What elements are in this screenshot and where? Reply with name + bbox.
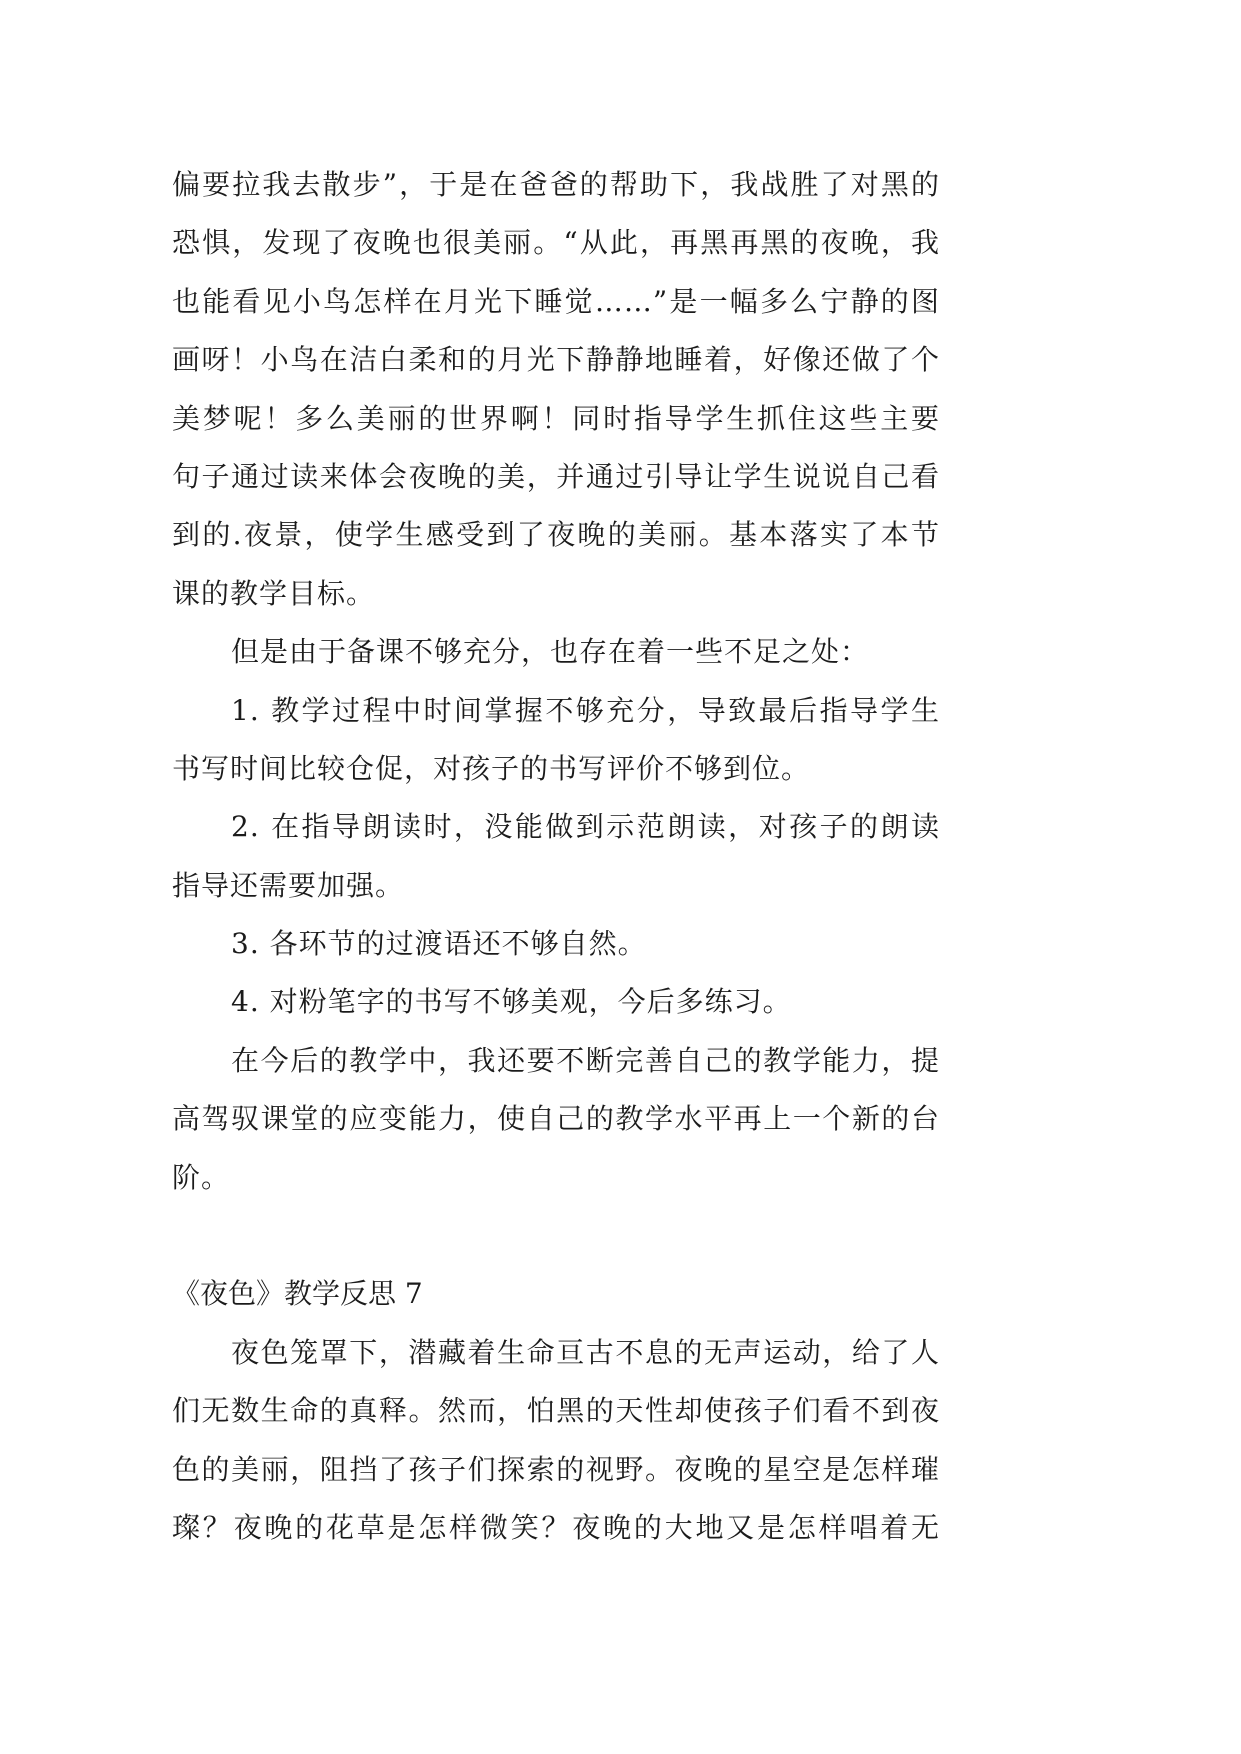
text-line: 高驾驭课堂的应变能力，使自己的教学水平再上一个新的台: [172, 1102, 940, 1136]
text-line: 恐惧，发现了夜晚也很美丽。“从此，再黑再黑的夜晚，我: [172, 226, 940, 260]
paragraph: [172, 156, 940, 623]
blank-line: [172, 1207, 940, 1265]
numbered-list: [172, 682, 940, 1032]
text-line: 色的美丽，阻挡了孩子们探索的视野。夜晚的星空是怎样璀: [172, 1452, 940, 1486]
text-line: 3. 各环节的过渡语还不够自然。: [231, 927, 647, 961]
list-item: [172, 682, 940, 799]
paragraph: [172, 1032, 940, 1207]
text-line: 璨？夜晚的花草是怎样微笑？夜晚的大地又是怎样唱着无: [172, 1510, 940, 1544]
text-line: 夜色笼罩下，潜藏着生命亘古不息的无声运动，给了人: [231, 1335, 940, 1369]
text-line: 1. 教学过程中时间掌握不够充分，导致最后指导学生: [231, 693, 940, 727]
text-line: 句子通过读来体会夜晚的美，并通过引导让学生说说自己看: [172, 459, 940, 493]
text-line: 课的教学目标。: [172, 576, 376, 610]
paragraph: [172, 623, 940, 681]
text-line: 但是由于备课不够充分，也存在着一些不足之处：: [231, 635, 870, 669]
text-line: 阶。: [172, 1160, 231, 1194]
document-body: [172, 156, 940, 1557]
text-line: 画呀！小鸟在洁白柔和的月光下静静地睡着，好像还做了个: [172, 343, 940, 377]
text-line: 4. 对粉笔字的书写不够美观，今后多练习。: [231, 985, 792, 1019]
text-line: 美梦呢！多么美丽的世界啊！同时指导学生抓住这些主要: [172, 401, 940, 435]
text-line: 偏要拉我去散步”，于是在爸爸的帮助下，我战胜了对黑的: [172, 168, 940, 201]
text-line: 到的.夜景，使学生感受到了夜晚的美丽。基本落实了本节: [172, 518, 940, 552]
text-line: 也能看见小鸟怎样在月光下睡觉……”是一幅多么宁静的图: [172, 284, 940, 318]
list-item: [172, 915, 940, 973]
text-line: 2. 在指导朗读时，没能做到示范朗读，对孩子的朗读: [231, 810, 940, 844]
list-item: [172, 798, 940, 915]
text-line: 们无数生命的真释。然而，怕黑的天性却使孩子们看不到夜: [172, 1394, 940, 1428]
text-line: 书写时间比较仓促，对孩子的书写评价不够到位。: [172, 751, 811, 785]
section-heading: 《夜色》教学反思 7: [172, 1277, 423, 1311]
text-line: 在今后的教学中，我还要不断完善自己的教学能力，提: [231, 1043, 940, 1077]
list-item: [172, 973, 940, 1031]
text-line: 指导还需要加强。: [172, 868, 405, 902]
paragraph: [172, 1324, 940, 1558]
